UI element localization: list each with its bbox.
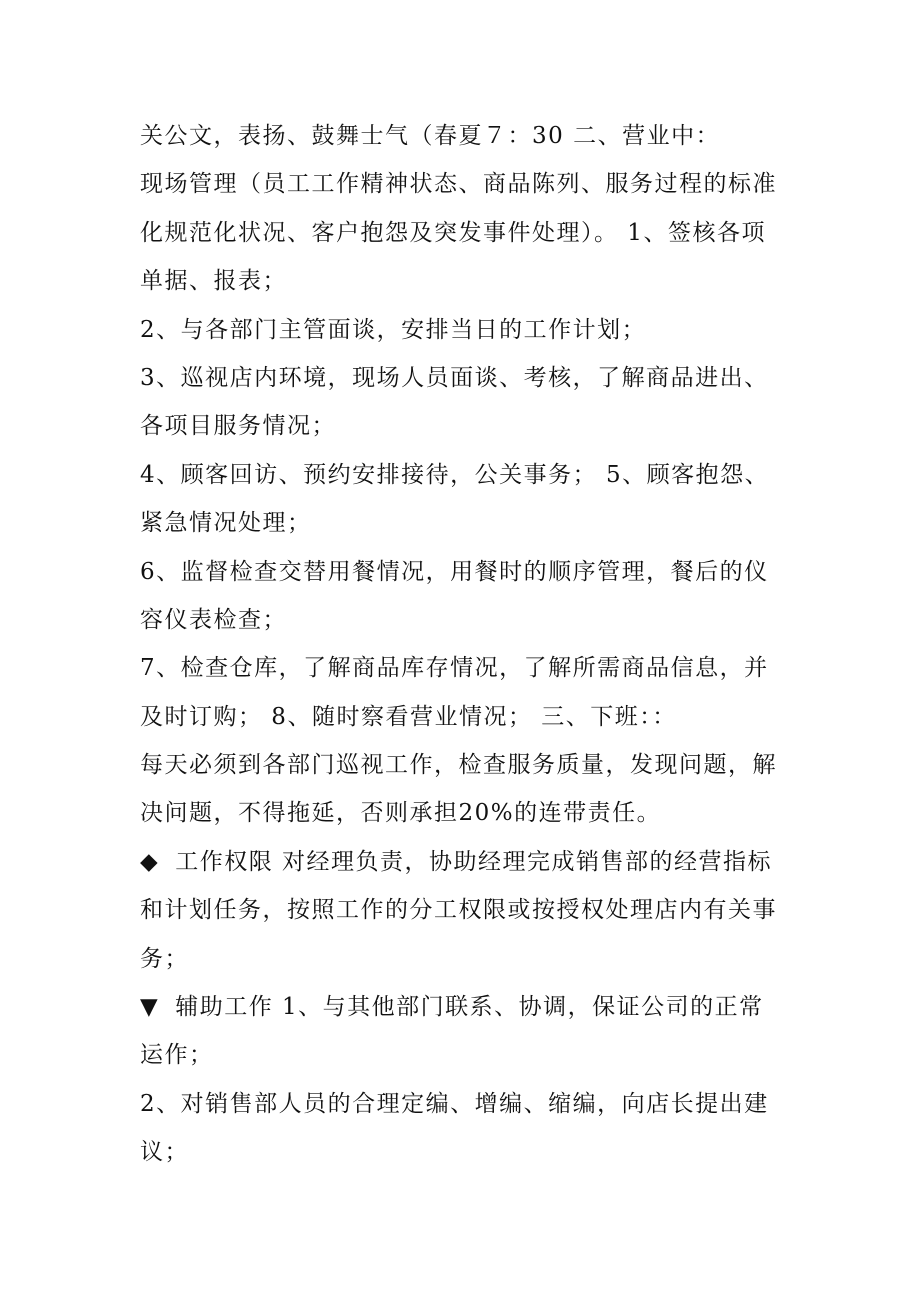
text-line: 2、与各部门主管面谈，安排当日的工作计划； (140, 316, 647, 343)
authority-first-line (140, 838, 785, 886)
text-line: 化规范化状况、客户抱怨及突发事件处理）。 1、签核各项 (140, 219, 766, 246)
text-line: 6、监督检查交替用餐情况，用餐时的顺序管理，餐后的仪 (140, 558, 769, 585)
text-line: 议； (140, 1139, 189, 1166)
text-line: 现场管理（员工工作精神状态、商品陈列、服务过程的标准 (140, 171, 777, 198)
auxiliary-heading-text: 辅助工作 1、与其他部门联系、协调，保证公司的正常 (175, 994, 764, 1021)
auxiliary-first-line (140, 983, 785, 1031)
authority-heading-text: 工作权限 对经理负责，协助经理完成销售部的经营指标 (175, 848, 773, 875)
text-line: 各项目服务情况； (140, 413, 336, 440)
text-line: 运作； (140, 1042, 214, 1069)
text-line: 容仪表检查； (140, 606, 287, 633)
text-line: 单据、报表； (140, 268, 287, 295)
text-line: 及时订购； 8、随时察看营业情况； 三、下班：： (140, 703, 677, 730)
text-line: 每天必须到各部门巡视工作，检查服务质量，发现问题，解 (140, 752, 777, 779)
text-line: 7、检查仓库，了解商品库存情况，了解所需商品信息，并 (140, 655, 769, 682)
diamond-bullet-icon: ◆ (140, 848, 160, 875)
text-line: 4、顾客回访、预约安排接待，公关事务； 5、顾客抱怨、 (140, 461, 770, 488)
text-line: 和计划任务，按照工作的分工权限或按授权处理店内有关事 (140, 897, 777, 924)
text-line: 2、对销售部人员的合理定编、增编、缩编，向店长提出建 (140, 1090, 769, 1117)
triangle-down-bullet-icon: ▼ (140, 994, 160, 1021)
text-line: 关公文，表扬、鼓舞士气（春夏７：30 二、营业中： (140, 123, 721, 149)
text-line: 决问题，不得拖延，否则承担20%的连带责任。 (140, 800, 662, 827)
text-line: 3、巡视店内环境，现场人员面谈、考核，了解商品进出、 (140, 364, 769, 391)
text-line: 紧急情况处理； (140, 510, 312, 537)
document-body (140, 112, 785, 1177)
text-line: 务； (140, 945, 189, 972)
